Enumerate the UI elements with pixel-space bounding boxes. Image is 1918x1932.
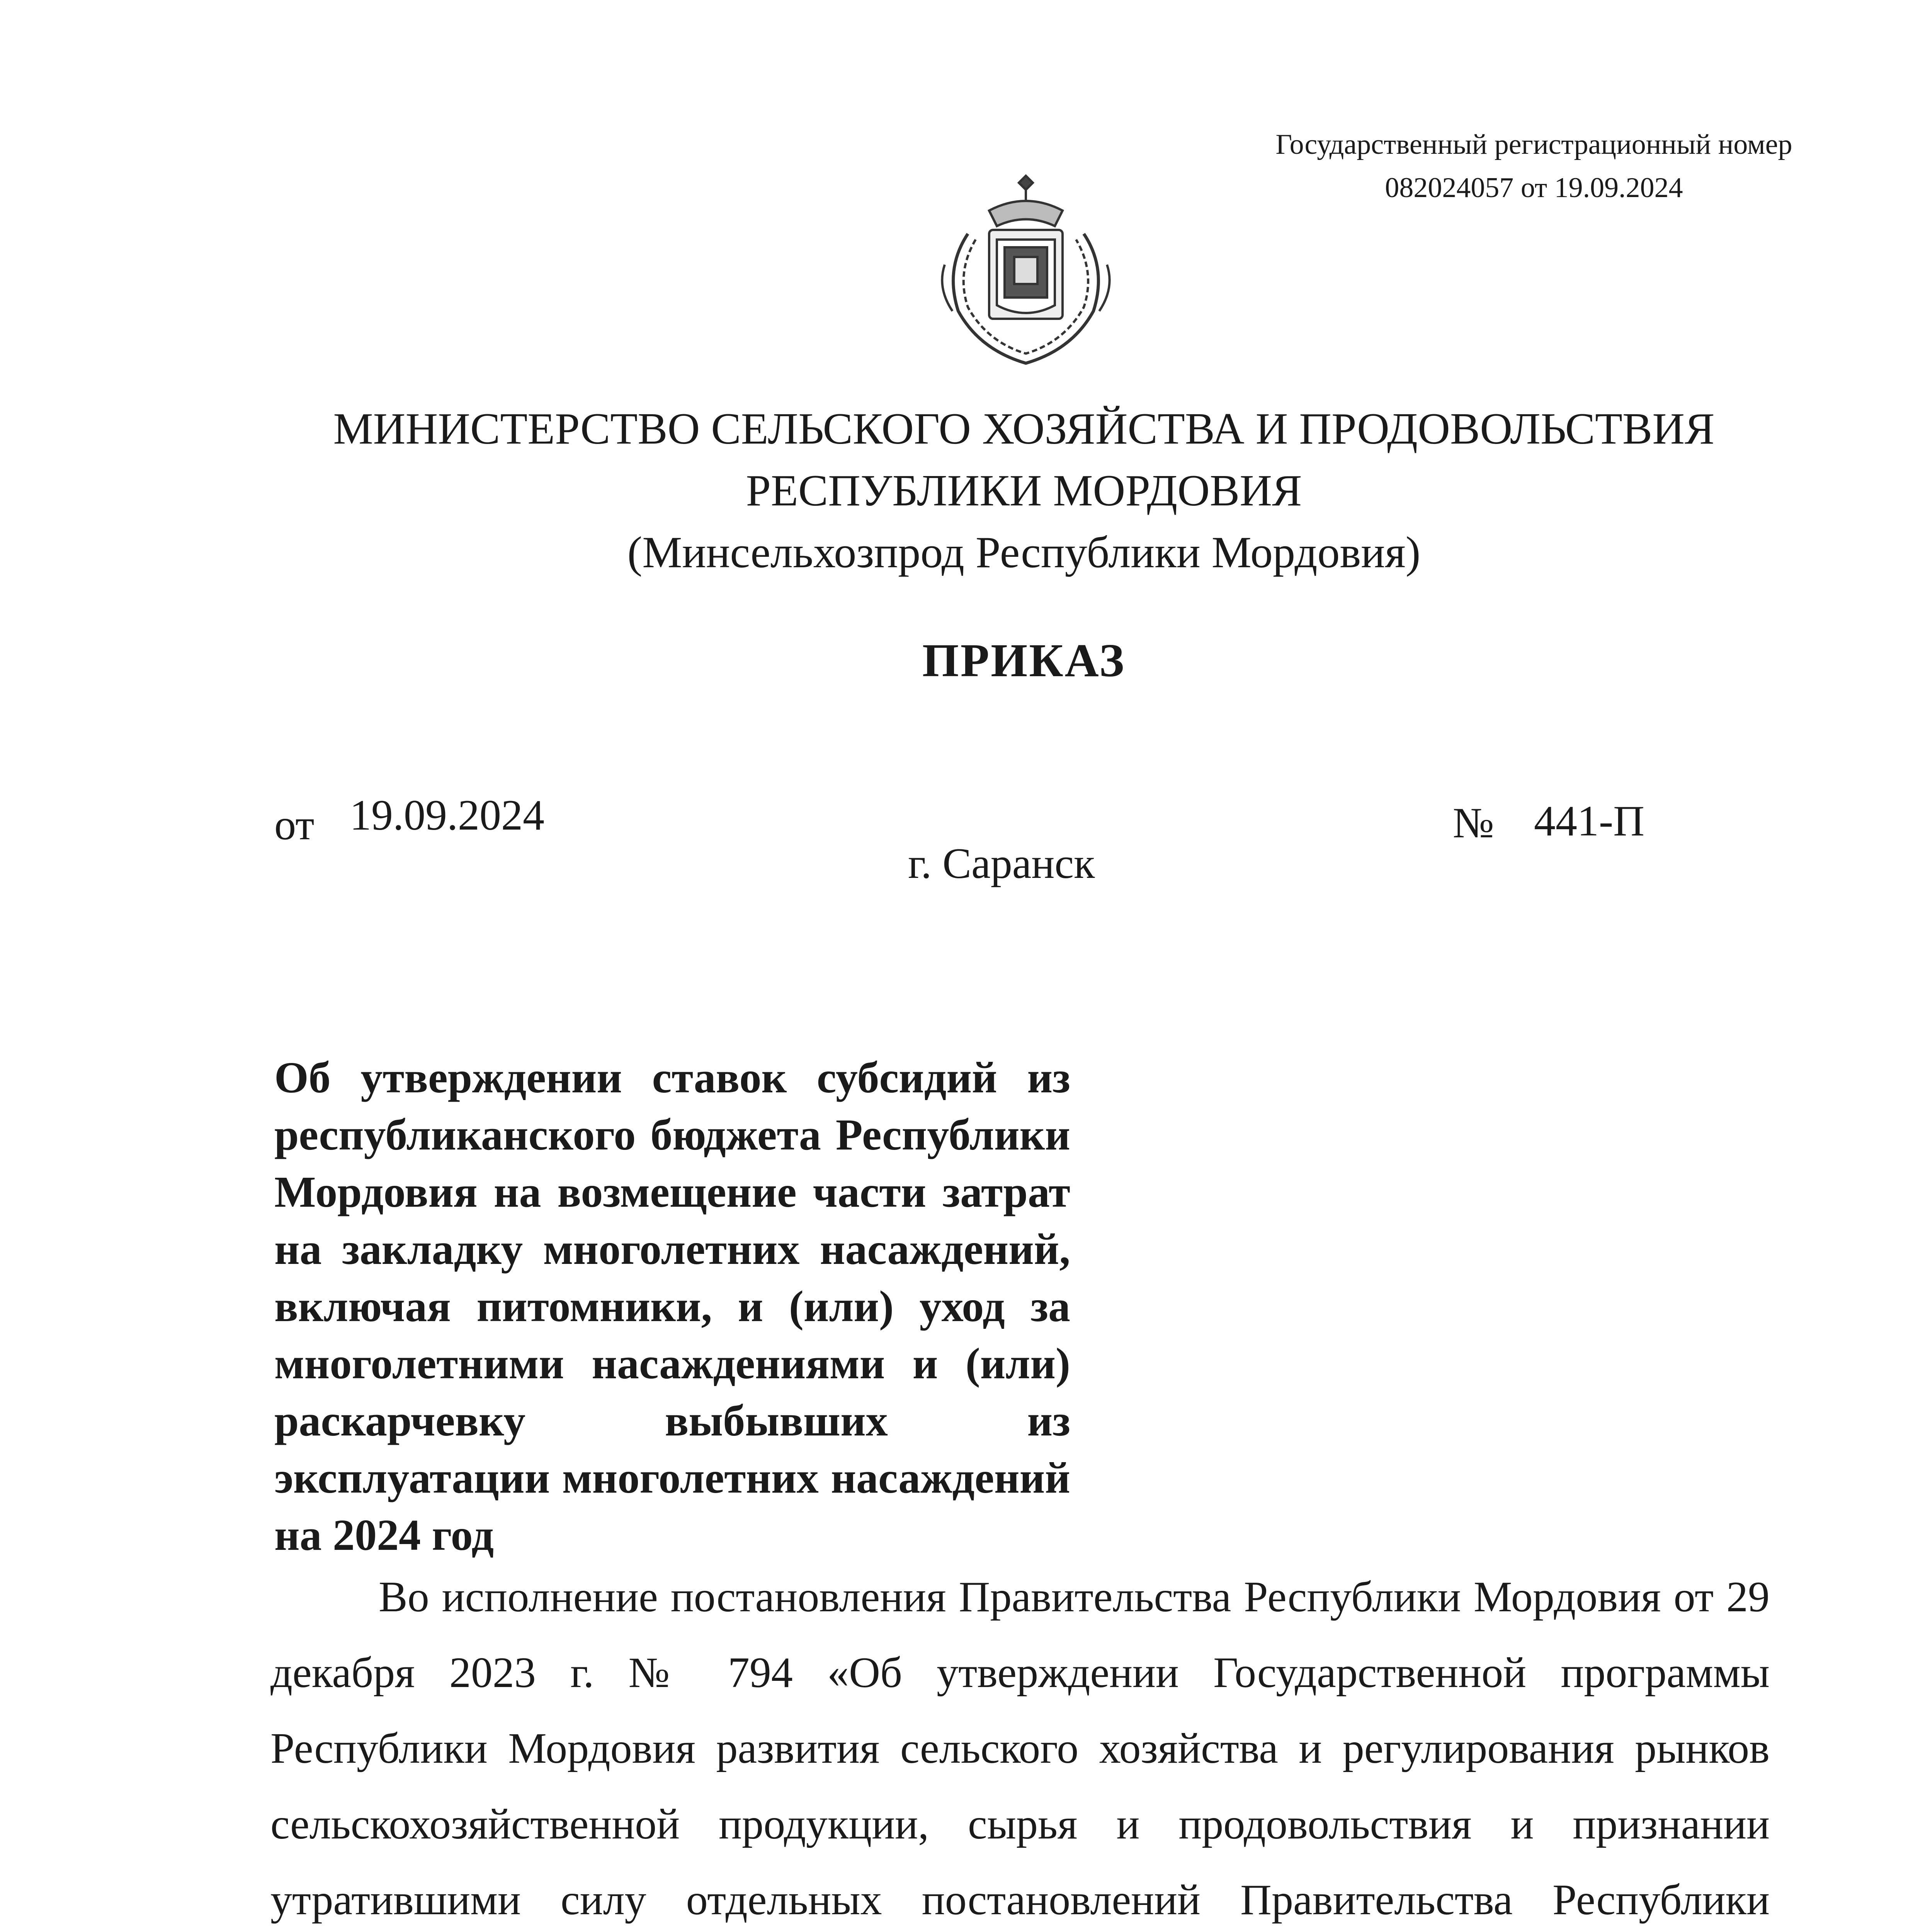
order-city: г. Саранск xyxy=(908,840,1095,888)
order-body xyxy=(270,1559,1770,1932)
ministry-name-line2: РЕСПУБЛИКИ МОРДОВИЯ xyxy=(746,466,1302,515)
number-prefix: № xyxy=(1453,799,1494,847)
order-number: 441-П xyxy=(1534,797,1645,845)
body-paragraph-1-text: Во исполнение постановления Правительства Республики Мордовия от 29 декабря 2023 г. № 794 «Об утверждении Государственной программы Республики Мордовия развития сельского хозяйства и регулирования рынков сельскохозяйственной продукции, сырья и продовольствия и признании утратившими силу отдельных постановлений Правительства Республики xyxy=(270,1573,1770,1924)
registration-number-value: 082024057 от 19.09.2024 xyxy=(1385,172,1683,204)
document-type-title: ПРИКАЗ xyxy=(922,634,1126,687)
ministry-short-name: (Минсельхозпрод Республики Мордовия) xyxy=(627,528,1421,577)
body-paragraph-1 xyxy=(270,1559,1770,1932)
ministry-name-line1: МИНИСТЕРСТВО СЕЛЬСКОГО ХОЗЯЙСТВА И ПРОДОВОЛЬСТВИЯ xyxy=(333,404,1715,454)
order-subject: Об утверждении ставок субсидий из республиканского бюджета Республики Мордовия на возмещение части затрат на закладку многолетних насаждений, включая питомники, и (или) уход за многолетними насаждениями и (или) раскарчевку выбывших из эксплуатации многолетних насаждений на 2024 год xyxy=(274,1053,1070,1560)
registration-number-block xyxy=(1233,123,1835,209)
order-date: 19.09.2024 xyxy=(350,791,544,839)
ministry-header xyxy=(0,398,1918,583)
coat-of-arms-icon xyxy=(922,168,1130,369)
registration-number-label: Государственный регистрационный номер xyxy=(1275,129,1792,160)
date-prefix: от xyxy=(274,801,315,849)
